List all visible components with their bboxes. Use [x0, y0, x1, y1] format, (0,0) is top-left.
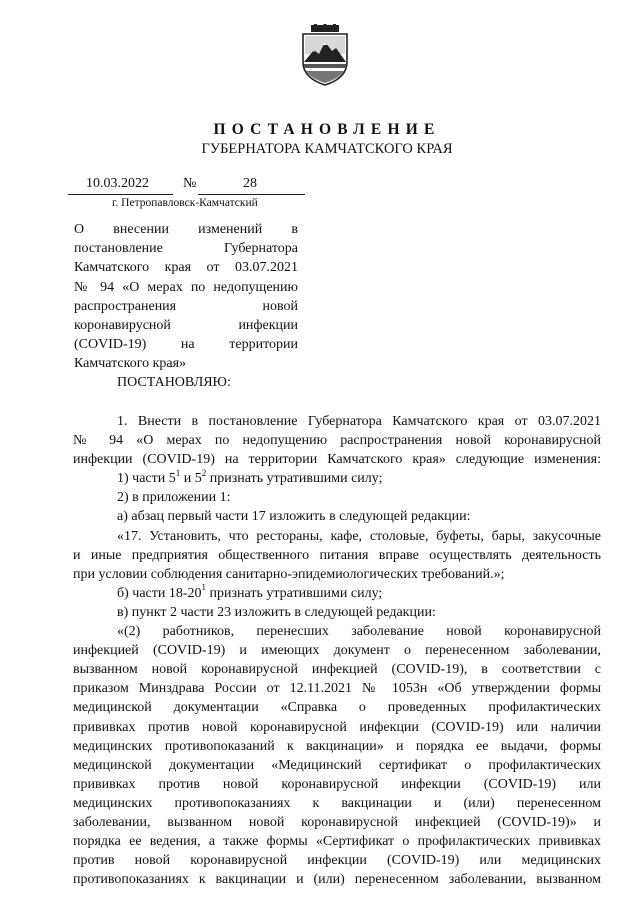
paragraph-line: прививках против новой коронавирусной инфекции (COVID-19) или	[73, 776, 601, 792]
document-number: 28	[243, 176, 257, 191]
paragraph-line: а) абзац первый части 17 изложить в следующей редакции:	[117, 509, 471, 525]
paragraph-line: инфекцией (COVID-19) и имеющих документ о перенесенном заболевании,	[73, 643, 601, 659]
subject-line: Камчатского края от 03.07.2021	[74, 260, 298, 276]
subject-line: О внесении изменений в	[74, 222, 298, 237]
paragraph-line: и иные предприятия общественного питания вправе осуществлять деятельность	[73, 547, 601, 563]
paragraph-line: 2) в приложении 1:	[117, 490, 231, 506]
subject-line: коронавирусной инфекции	[74, 318, 298, 334]
paragraph-line: заболевании, вызванном новой коронавирусной инфекцией (COVID-19)» и	[73, 814, 601, 830]
paragraph-line: вызванном новой коронавирусной инфекцией (COVID-19), в соответствии с	[73, 662, 601, 678]
paragraph-line: при условии соблюдения санитарно-эпидемиологических требований.»;	[73, 566, 505, 582]
paragraph-line: в) пункт 2 части 23 изложить в следующей редакции:	[117, 604, 436, 620]
paragraph-line: б) части $18-20^1$ признать утратившими силу;	[117, 583, 383, 601]
paragraph-line: 1) части $5^1$ и $5^2$ признать утратившими силу;	[117, 469, 383, 487]
paragraph-line: «(2) работников, перенесших заболевание новой коронавирусной	[117, 624, 601, 640]
paragraph-line: № 94 «О мерах по недопущению распространения новой коронавирусной	[73, 433, 601, 449]
document-title: ПОСТАНОВЛЕНИЕ	[213, 121, 441, 138]
paragraph-line: медицинских противопоказаний к вакцинации» и порядка ее выдачи, формы	[73, 738, 601, 754]
paragraph-line: противопоказаниях к вакцинации и (или) перенесенном заболевании, вызванном	[73, 872, 601, 888]
paragraph-line: «17. Установить, что рестораны, кафе, столовые, буфеты, бары, закусочные	[117, 528, 601, 544]
subject-line: (COVID-19) на территории	[74, 337, 298, 353]
paragraph-line: порядка ее ведения, а также формы «Сертификат о профилактических прививках	[73, 834, 601, 850]
subject-line: постановление Губернатора	[74, 241, 298, 257]
subject-line: № 94 «О мерах по недопущению	[74, 279, 298, 295]
subject-line: распространения новой	[74, 298, 298, 314]
document-subtitle: ГУБЕРНАТОРА КАМЧАТСКОГО КРАЯ	[201, 141, 453, 157]
paragraph-line: медицинских противопоказаниях к вакцинации и (или) перенесенном	[73, 795, 601, 811]
city-name: г. Петропавловск-Камчатский	[112, 197, 258, 209]
number-sign: №	[183, 176, 197, 191]
paragraph-line: медицинской документации «Медицинский сертификат о профилактических	[73, 757, 601, 773]
paragraph-line: медицинской документации «Справка о проведенных профилактических	[73, 700, 601, 716]
paragraph-line: 1. Внести в постановление Губернатора Камчатского края от 03.07.2021	[117, 414, 601, 429]
subject-line: Камчатского края»	[74, 356, 187, 372]
paragraph-line: прививках против новой коронавирусной инфекции (COVID-19) или наличии	[73, 719, 601, 735]
decree-word: ПОСТАНОВЛЯЮ:	[117, 375, 231, 390]
date-underline	[68, 194, 173, 195]
paragraph-line: против новой коронавирусной инфекции (COVID-19) или медицинских	[73, 853, 601, 869]
kamchatka-coat-of-arms-icon	[300, 24, 350, 86]
paragraph-line: приказом Минздрава России от 12.11.2021 № 1053н «Об утверждении формы	[73, 681, 601, 697]
number-underline	[198, 194, 305, 195]
document-subject	[74, 220, 298, 374]
document-date: 10.03.2022	[86, 176, 149, 191]
document-body	[73, 412, 601, 889]
paragraph-line: инфекции (COVID-19) на территории Камчатского края» следующие изменения:	[73, 452, 601, 468]
